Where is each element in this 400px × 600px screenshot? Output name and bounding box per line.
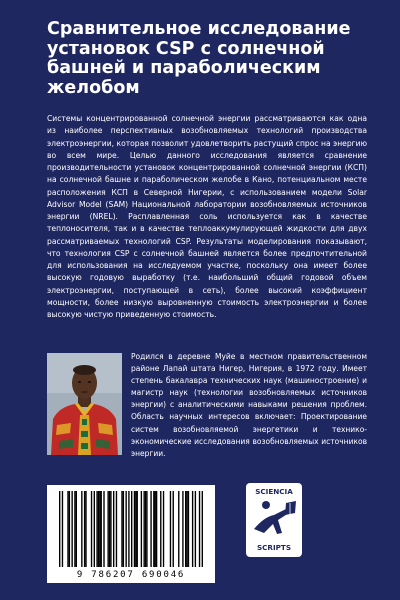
barcode-bar	[141, 491, 142, 567]
flying-book-figure-icon	[246, 483, 302, 557]
barcode-bar	[121, 491, 122, 567]
barcode-bar	[160, 491, 161, 567]
barcode-bar	[59, 491, 60, 567]
barcode-bar	[173, 491, 174, 567]
publisher-name-top: SCIENCIA	[255, 487, 293, 496]
barcode-bar	[202, 491, 203, 567]
barcode-bar	[170, 491, 171, 567]
barcode-bar	[103, 491, 104, 567]
barcode-bar	[134, 491, 135, 567]
barcode-bar	[123, 491, 124, 567]
barcode-bar	[62, 491, 63, 567]
barcode-bar	[107, 491, 108, 567]
barcode-bar	[143, 491, 144, 567]
barcode-bar	[188, 491, 189, 567]
book-title: Сравнительное исследование установок CSP с солнечной башней и параболическим желобом	[47, 19, 351, 98]
barcode-bar	[96, 491, 97, 567]
barcode-bar	[178, 491, 179, 567]
barcode-bar	[128, 491, 129, 567]
barcode-bar	[153, 491, 154, 567]
barcode-bar	[186, 491, 187, 567]
author-photo	[47, 353, 122, 455]
author-bio: Родился в деревне Муйе в местном правительственном районе Лапай штата Нигер, Нигерия, в 1972 году. Имеет степень бакалавра технических наук (машиностроение) и магистр наук (технологии возобновляемых источников энергии) с аналитическими навыками решения проблем. Область научных интересов включает: Проектирование систем возобновляемой энергетики и технико-экономические исследования возобновляемых источников энергии.	[131, 352, 367, 458]
barcode-bar	[185, 491, 186, 567]
barcode-bars	[47, 485, 215, 569]
barcode-bar	[113, 491, 114, 567]
barcode-bar	[74, 491, 75, 567]
barcode-bar	[85, 491, 86, 567]
barcode-bar	[84, 491, 85, 567]
book-abstract: Системы концентрированной солнечной энергии рассматриваются как одна из наиболее перспективных возобновляемых технологий производства электроэнергии, которая позволит удовлетворить растущий спрос на энергию во всем мире. Целью данного исследования является сравнение производительности установок концентрированной солнечной энергии (КСП) на солнечной башне и параболическом желобе в Кано, потенциальном месте расположения КСП в Северной Нигерии, с использованием модели Solar Advisor Model (SAM) Национальной лаборатории возобновляемых источников энергии (NREL). Расплавленная соль используется как в качестве теплоносителя, так и в качестве теплоаккумулирующей жидкости для двух рассматриваемых технологий CSP. Результаты моделирования показывают, что технология CSP с солнечной башней является более предпочтительной для использования на исследуемом участке, поскольку она имеет более высокую годовую выработку (т.е. наибольший общий годовой объем электроэнергии, поступающей в сеть), более высокий коэффициент мощности, более низкую выровненную стоимость электроэнергии и более высокую чистую приведенную стоимость.	[47, 114, 367, 319]
barcode-bar	[76, 491, 77, 567]
barcode-bar	[146, 491, 147, 567]
barcode-bar	[110, 491, 111, 567]
isbn-digits: 9 786207 690046	[76, 570, 186, 580]
isbn-barcode	[47, 485, 215, 583]
barcode-bar	[131, 491, 132, 567]
barcode-bar	[137, 491, 138, 567]
barcode-bar	[135, 491, 136, 567]
author-portrait-icon	[47, 353, 122, 455]
barcode-bar	[182, 491, 183, 567]
barcode-bar	[125, 491, 126, 567]
barcode-bar	[67, 491, 68, 567]
barcode-bar	[99, 491, 100, 567]
barcode-bar	[150, 491, 151, 567]
barcode-bar	[69, 491, 70, 567]
barcode-bar	[116, 491, 117, 567]
barcode-bar	[94, 491, 95, 567]
barcode-bar	[195, 491, 196, 567]
barcode-bar	[145, 491, 146, 567]
barcode-bar	[163, 491, 164, 567]
barcode-bar	[81, 491, 82, 567]
publisher-logo	[246, 483, 302, 557]
barcode-bar	[155, 491, 156, 567]
barcode-bar	[192, 491, 193, 567]
barcode-bar	[156, 491, 157, 567]
barcode-bar	[199, 491, 200, 567]
barcode-bar	[91, 491, 92, 567]
barcode-bar	[109, 491, 110, 567]
barcode-bar	[98, 491, 99, 567]
barcode-bar	[101, 491, 102, 567]
barcode-bar	[71, 491, 72, 567]
publisher-name-bottom: SCRIPTS	[256, 543, 292, 552]
